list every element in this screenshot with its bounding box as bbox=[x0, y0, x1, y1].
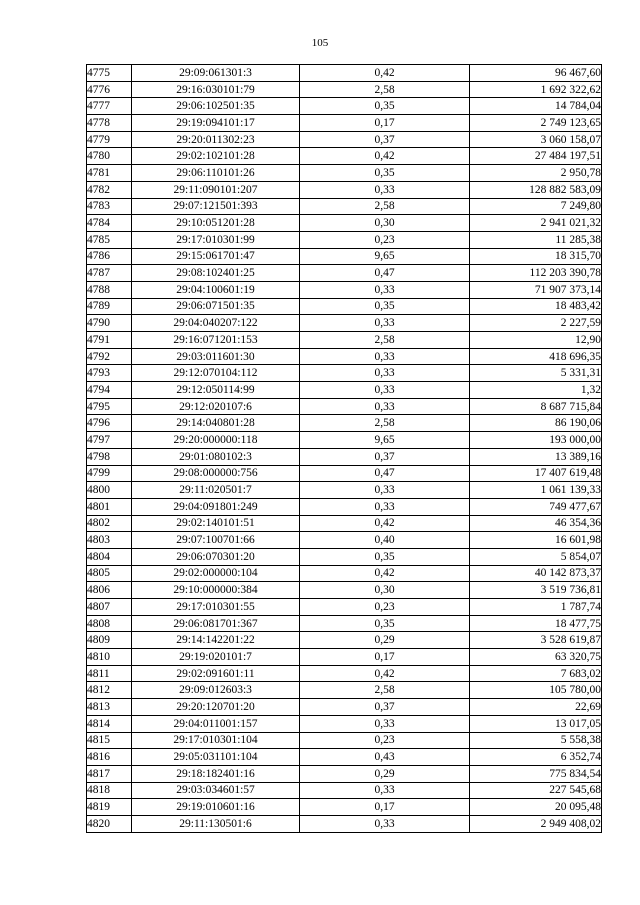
row-number-cell: 4800 bbox=[87, 482, 132, 499]
row-number-cell: 4819 bbox=[87, 799, 132, 816]
table-row bbox=[87, 465, 602, 482]
row-number-cell: 4796 bbox=[87, 415, 132, 432]
coefficient-cell: 0,33 bbox=[300, 498, 470, 515]
cadastral-number-cell: 29:14:040801:28 bbox=[132, 415, 300, 432]
value-cell: 3 528 619,87 bbox=[470, 632, 602, 649]
coefficient-cell: 0,33 bbox=[300, 365, 470, 382]
table-row bbox=[87, 65, 602, 82]
value-cell: 6 352,74 bbox=[470, 749, 602, 766]
table-row bbox=[87, 131, 602, 148]
cadastral-number-cell: 29:12:050114:99 bbox=[132, 382, 300, 399]
table-row bbox=[87, 682, 602, 699]
coefficient-cell: 9,65 bbox=[300, 248, 470, 265]
table-row bbox=[87, 415, 602, 432]
table-row bbox=[87, 231, 602, 248]
table-row bbox=[87, 815, 602, 832]
row-number-cell: 4781 bbox=[87, 165, 132, 182]
value-cell: 193 000,00 bbox=[470, 432, 602, 449]
cadastral-number-cell: 29:15:061701:47 bbox=[132, 248, 300, 265]
row-number-cell: 4787 bbox=[87, 265, 132, 282]
cadastral-number-cell: 29:06:102501:35 bbox=[132, 98, 300, 115]
coefficient-cell: 0,17 bbox=[300, 799, 470, 816]
row-number-cell: 4785 bbox=[87, 231, 132, 248]
table-row bbox=[87, 382, 602, 399]
table-row bbox=[87, 332, 602, 349]
cadastral-number-cell: 29:19:010601:16 bbox=[132, 799, 300, 816]
value-cell: 71 907 373,14 bbox=[470, 281, 602, 298]
row-number-cell: 4778 bbox=[87, 115, 132, 132]
cadastral-number-cell: 29:08:000000:756 bbox=[132, 465, 300, 482]
value-cell: 112 203 390,78 bbox=[470, 265, 602, 282]
row-number-cell: 4805 bbox=[87, 565, 132, 582]
row-number-cell: 4813 bbox=[87, 699, 132, 716]
table-row bbox=[87, 432, 602, 449]
table-row bbox=[87, 365, 602, 382]
cadastral-number-cell: 29:08:102401:25 bbox=[132, 265, 300, 282]
coefficient-cell: 0,33 bbox=[300, 348, 470, 365]
row-number-cell: 4776 bbox=[87, 81, 132, 98]
coefficient-cell: 0,33 bbox=[300, 815, 470, 832]
cadastral-number-cell: 29:16:071201:153 bbox=[132, 332, 300, 349]
value-cell: 418 696,35 bbox=[470, 348, 602, 365]
table-row bbox=[87, 548, 602, 565]
cadastral-number-cell: 29:17:010301:104 bbox=[132, 732, 300, 749]
coefficient-cell: 0,37 bbox=[300, 699, 470, 716]
cadastral-number-cell: 29:20:120701:20 bbox=[132, 699, 300, 716]
cadastral-number-cell: 29:03:011601:30 bbox=[132, 348, 300, 365]
row-number-cell: 4788 bbox=[87, 281, 132, 298]
coefficient-cell: 0,35 bbox=[300, 615, 470, 632]
value-cell: 20 095,48 bbox=[470, 799, 602, 816]
value-cell: 11 285,38 bbox=[470, 231, 602, 248]
value-cell: 18 477,75 bbox=[470, 615, 602, 632]
cadastral-number-cell: 29:06:110101:26 bbox=[132, 165, 300, 182]
table-row bbox=[87, 565, 602, 582]
coefficient-cell: 2,58 bbox=[300, 81, 470, 98]
value-cell: 18 483,42 bbox=[470, 298, 602, 315]
cadastral-number-cell: 29:06:081701:367 bbox=[132, 615, 300, 632]
table-row bbox=[87, 348, 602, 365]
coefficient-cell: 0,23 bbox=[300, 599, 470, 616]
value-cell: 3 060 158,07 bbox=[470, 131, 602, 148]
value-cell: 22,69 bbox=[470, 699, 602, 716]
value-cell: 5 558,38 bbox=[470, 732, 602, 749]
value-cell: 1 787,74 bbox=[470, 599, 602, 616]
row-number-cell: 4780 bbox=[87, 148, 132, 165]
value-cell: 7 249,80 bbox=[470, 198, 602, 215]
coefficient-cell: 0,35 bbox=[300, 165, 470, 182]
value-cell: 17 407 619,48 bbox=[470, 465, 602, 482]
cadastral-number-cell: 29:02:000000:104 bbox=[132, 565, 300, 582]
cadastral-number-cell: 29:20:000000:118 bbox=[132, 432, 300, 449]
cadastral-number-cell: 29:02:102101:28 bbox=[132, 148, 300, 165]
coefficient-cell: 0,42 bbox=[300, 565, 470, 582]
row-number-cell: 4777 bbox=[87, 98, 132, 115]
table-row bbox=[87, 665, 602, 682]
value-cell: 1 692 322,62 bbox=[470, 81, 602, 98]
coefficient-cell: 0,35 bbox=[300, 98, 470, 115]
row-number-cell: 4786 bbox=[87, 248, 132, 265]
cadastral-number-cell: 29:20:011302:23 bbox=[132, 131, 300, 148]
registry-table bbox=[86, 64, 602, 833]
value-cell: 128 882 583,09 bbox=[470, 181, 602, 198]
row-number-cell: 4808 bbox=[87, 615, 132, 632]
coefficient-cell: 0,42 bbox=[300, 515, 470, 532]
cadastral-number-cell: 29:01:080102:3 bbox=[132, 448, 300, 465]
value-cell: 5 331,31 bbox=[470, 365, 602, 382]
cadastral-number-cell: 29:10:051201:28 bbox=[132, 215, 300, 232]
value-cell: 16 601,98 bbox=[470, 532, 602, 549]
coefficient-cell: 0,37 bbox=[300, 448, 470, 465]
table-row bbox=[87, 148, 602, 165]
row-number-cell: 4815 bbox=[87, 732, 132, 749]
value-cell: 105 780,00 bbox=[470, 682, 602, 699]
table-row bbox=[87, 215, 602, 232]
row-number-cell: 4801 bbox=[87, 498, 132, 515]
row-number-cell: 4814 bbox=[87, 715, 132, 732]
value-cell: 227 545,68 bbox=[470, 782, 602, 799]
cadastral-number-cell: 29:11:130501:6 bbox=[132, 815, 300, 832]
row-number-cell: 4811 bbox=[87, 665, 132, 682]
table-row bbox=[87, 315, 602, 332]
value-cell: 12,90 bbox=[470, 332, 602, 349]
value-cell: 749 477,67 bbox=[470, 498, 602, 515]
value-cell: 1 061 139,33 bbox=[470, 482, 602, 499]
coefficient-cell: 0,33 bbox=[300, 315, 470, 332]
value-cell: 775 834,54 bbox=[470, 765, 602, 782]
table-row bbox=[87, 181, 602, 198]
cadastral-number-cell: 29:07:121501:393 bbox=[132, 198, 300, 215]
row-number-cell: 4797 bbox=[87, 432, 132, 449]
table-row bbox=[87, 799, 602, 816]
cadastral-number-cell: 29:02:140101:51 bbox=[132, 515, 300, 532]
coefficient-cell: 0,33 bbox=[300, 715, 470, 732]
cadastral-number-cell: 29:17:010301:99 bbox=[132, 231, 300, 248]
value-cell: 86 190,06 bbox=[470, 415, 602, 432]
coefficient-cell: 0,35 bbox=[300, 298, 470, 315]
table-row bbox=[87, 599, 602, 616]
coefficient-cell: 0,33 bbox=[300, 398, 470, 415]
coefficient-cell: 0,30 bbox=[300, 215, 470, 232]
table-row bbox=[87, 398, 602, 415]
value-cell: 18 315,70 bbox=[470, 248, 602, 265]
row-number-cell: 4816 bbox=[87, 749, 132, 766]
coefficient-cell: 0,47 bbox=[300, 265, 470, 282]
coefficient-cell: 0,33 bbox=[300, 281, 470, 298]
coefficient-cell: 0,37 bbox=[300, 131, 470, 148]
cadastral-number-cell: 29:04:091801:249 bbox=[132, 498, 300, 515]
coefficient-cell: 0,42 bbox=[300, 148, 470, 165]
row-number-cell: 4820 bbox=[87, 815, 132, 832]
cadastral-number-cell: 29:12:070104:112 bbox=[132, 365, 300, 382]
coefficient-cell: 0,29 bbox=[300, 632, 470, 649]
table-row bbox=[87, 198, 602, 215]
cadastral-number-cell: 29:03:034601:57 bbox=[132, 782, 300, 799]
cadastral-number-cell: 29:04:040207:122 bbox=[132, 315, 300, 332]
coefficient-cell: 0,42 bbox=[300, 65, 470, 82]
table-row bbox=[87, 498, 602, 515]
coefficient-cell: 0,47 bbox=[300, 465, 470, 482]
table-row bbox=[87, 248, 602, 265]
coefficient-cell: 2,58 bbox=[300, 415, 470, 432]
value-cell: 7 683,02 bbox=[470, 665, 602, 682]
row-number-cell: 4812 bbox=[87, 682, 132, 699]
row-number-cell: 4802 bbox=[87, 515, 132, 532]
row-number-cell: 4795 bbox=[87, 398, 132, 415]
row-number-cell: 4817 bbox=[87, 765, 132, 782]
coefficient-cell: 0,33 bbox=[300, 482, 470, 499]
coefficient-cell: 0,33 bbox=[300, 782, 470, 799]
value-cell: 27 484 197,51 bbox=[470, 148, 602, 165]
coefficient-cell: 2,58 bbox=[300, 198, 470, 215]
table-row bbox=[87, 98, 602, 115]
table-row bbox=[87, 732, 602, 749]
value-cell: 2 950,78 bbox=[470, 165, 602, 182]
row-number-cell: 4792 bbox=[87, 348, 132, 365]
coefficient-cell: 2,58 bbox=[300, 332, 470, 349]
registry-table-body bbox=[87, 65, 602, 833]
value-cell: 13 389,16 bbox=[470, 448, 602, 465]
cadastral-number-cell: 29:19:020101:7 bbox=[132, 649, 300, 666]
coefficient-cell: 0,42 bbox=[300, 665, 470, 682]
cadastral-number-cell: 29:04:100601:19 bbox=[132, 281, 300, 298]
row-number-cell: 4791 bbox=[87, 332, 132, 349]
row-number-cell: 4806 bbox=[87, 582, 132, 599]
row-number-cell: 4794 bbox=[87, 382, 132, 399]
cadastral-number-cell: 29:02:091601:11 bbox=[132, 665, 300, 682]
table-row bbox=[87, 448, 602, 465]
row-number-cell: 4809 bbox=[87, 632, 132, 649]
row-number-cell: 4783 bbox=[87, 198, 132, 215]
row-number-cell: 4818 bbox=[87, 782, 132, 799]
coefficient-cell: 0,35 bbox=[300, 548, 470, 565]
coefficient-cell: 0,23 bbox=[300, 732, 470, 749]
row-number-cell: 4775 bbox=[87, 65, 132, 82]
table-row bbox=[87, 482, 602, 499]
value-cell: 40 142 873,37 bbox=[470, 565, 602, 582]
row-number-cell: 4807 bbox=[87, 599, 132, 616]
table-row bbox=[87, 582, 602, 599]
value-cell: 14 784,04 bbox=[470, 98, 602, 115]
coefficient-cell: 0,29 bbox=[300, 765, 470, 782]
cadastral-number-cell: 29:06:071501:35 bbox=[132, 298, 300, 315]
row-number-cell: 4793 bbox=[87, 365, 132, 382]
cadastral-number-cell: 29:14:142201:22 bbox=[132, 632, 300, 649]
coefficient-cell: 2,58 bbox=[300, 682, 470, 699]
table-row bbox=[87, 298, 602, 315]
cadastral-number-cell: 29:06:070301:20 bbox=[132, 548, 300, 565]
coefficient-cell: 0,43 bbox=[300, 749, 470, 766]
value-cell: 2 949 408,02 bbox=[470, 815, 602, 832]
row-number-cell: 4790 bbox=[87, 315, 132, 332]
value-cell: 13 017,05 bbox=[470, 715, 602, 732]
table-row bbox=[87, 615, 602, 632]
row-number-cell: 4810 bbox=[87, 649, 132, 666]
cadastral-number-cell: 29:07:100701:66 bbox=[132, 532, 300, 549]
table-row bbox=[87, 515, 602, 532]
value-cell: 5 854,07 bbox=[470, 548, 602, 565]
coefficient-cell: 0,30 bbox=[300, 582, 470, 599]
table-row bbox=[87, 765, 602, 782]
cadastral-number-cell: 29:17:010301:55 bbox=[132, 599, 300, 616]
cadastral-number-cell: 29:04:011001:157 bbox=[132, 715, 300, 732]
value-cell: 3 519 736,81 bbox=[470, 582, 602, 599]
coefficient-cell: 0,33 bbox=[300, 382, 470, 399]
coefficient-cell: 0,40 bbox=[300, 532, 470, 549]
page-number: 105 bbox=[311, 37, 329, 49]
cadastral-number-cell: 29:19:094101:17 bbox=[132, 115, 300, 132]
table-row bbox=[87, 532, 602, 549]
table-row bbox=[87, 81, 602, 98]
coefficient-cell: 0,23 bbox=[300, 231, 470, 248]
cadastral-number-cell: 29:11:090101:207 bbox=[132, 181, 300, 198]
coefficient-cell: 0,17 bbox=[300, 649, 470, 666]
value-cell: 1,32 bbox=[470, 382, 602, 399]
coefficient-cell: 0,33 bbox=[300, 181, 470, 198]
row-number-cell: 4798 bbox=[87, 448, 132, 465]
cadastral-number-cell: 29:10:000000:384 bbox=[132, 582, 300, 599]
coefficient-cell: 9,65 bbox=[300, 432, 470, 449]
table-row bbox=[87, 281, 602, 298]
row-number-cell: 4782 bbox=[87, 181, 132, 198]
value-cell: 2 227,59 bbox=[470, 315, 602, 332]
cadastral-number-cell: 29:09:012603:3 bbox=[132, 682, 300, 699]
table-row bbox=[87, 649, 602, 666]
table-row bbox=[87, 782, 602, 799]
cadastral-number-cell: 29:09:061301:3 bbox=[132, 65, 300, 82]
table-row bbox=[87, 715, 602, 732]
cadastral-number-cell: 29:16:030101:79 bbox=[132, 81, 300, 98]
cadastral-number-cell: 29:05:031101:104 bbox=[132, 749, 300, 766]
value-cell: 46 354,36 bbox=[470, 515, 602, 532]
table-row bbox=[87, 749, 602, 766]
table-row bbox=[87, 699, 602, 716]
table-row bbox=[87, 265, 602, 282]
value-cell: 63 320,75 bbox=[470, 649, 602, 666]
cadastral-number-cell: 29:12:020107:6 bbox=[132, 398, 300, 415]
table-row bbox=[87, 632, 602, 649]
table-row bbox=[87, 165, 602, 182]
value-cell: 96 467,60 bbox=[470, 65, 602, 82]
value-cell: 2 941 021,32 bbox=[470, 215, 602, 232]
row-number-cell: 4784 bbox=[87, 215, 132, 232]
row-number-cell: 4803 bbox=[87, 532, 132, 549]
coefficient-cell: 0,17 bbox=[300, 115, 470, 132]
row-number-cell: 4799 bbox=[87, 465, 132, 482]
value-cell: 2 749 123,65 bbox=[470, 115, 602, 132]
table-row bbox=[87, 115, 602, 132]
cadastral-number-cell: 29:18:182401:16 bbox=[132, 765, 300, 782]
value-cell: 8 687 715,84 bbox=[470, 398, 602, 415]
cadastral-number-cell: 29:11:020501:7 bbox=[132, 482, 300, 499]
row-number-cell: 4779 bbox=[87, 131, 132, 148]
row-number-cell: 4804 bbox=[87, 548, 132, 565]
row-number-cell: 4789 bbox=[87, 298, 132, 315]
